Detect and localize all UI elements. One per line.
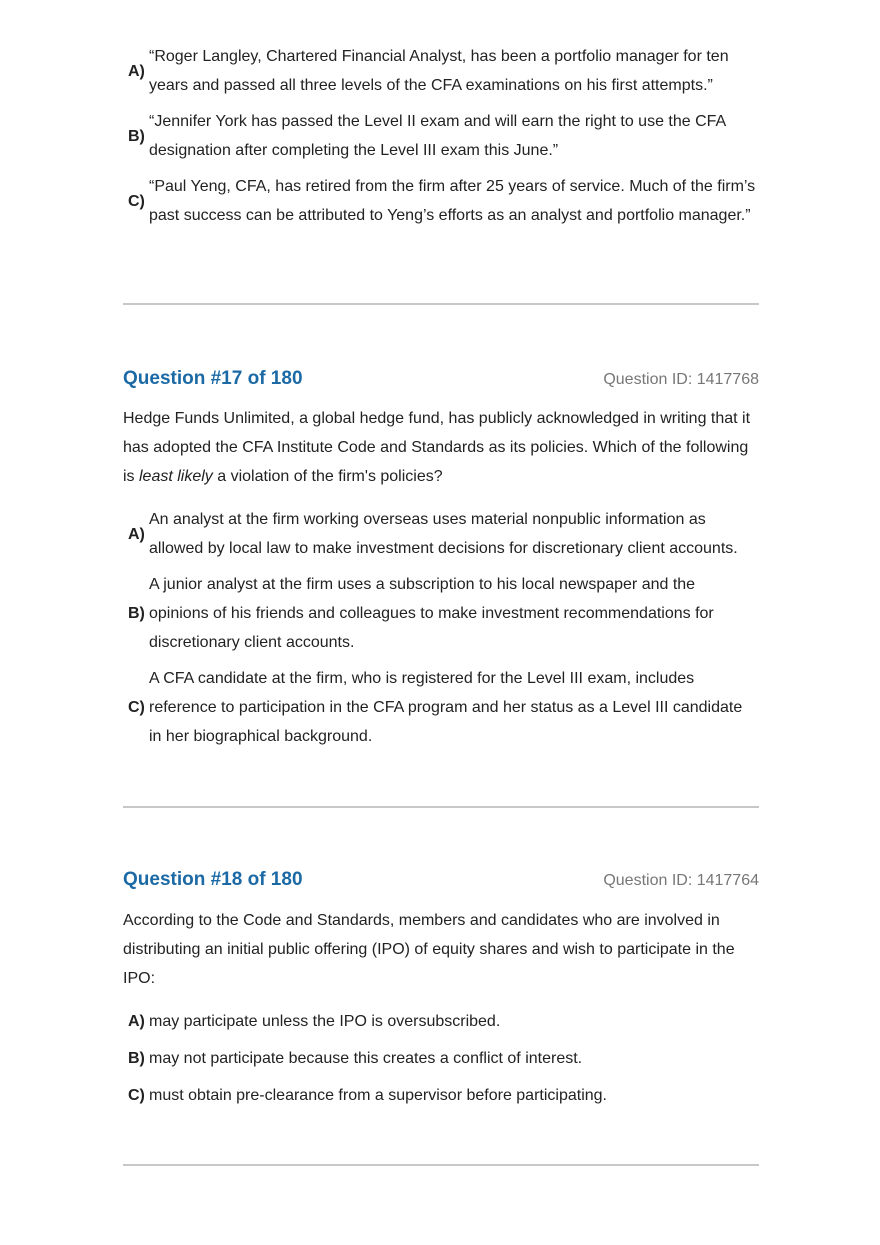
question-title: Question #18 of 180: [123, 869, 303, 890]
option-text: “Roger Langley, Chartered Financial Analyst, has been a portfolio manager for ten years and passed all three levels of the CFA examinations on his first attempts.”: [149, 48, 729, 94]
question-id: Question ID: 1417768: [603, 371, 759, 388]
option-text: may participate unless the IPO is oversubscribed.: [149, 1013, 501, 1030]
question-stem: [123, 404, 759, 491]
option-text: A CFA candidate at the firm, who is registered for the Level III exam, includes reference to participation in the CFA program and her status as a Level III candidate in her biographical background.: [149, 670, 743, 745]
question-18: [123, 869, 759, 1117]
option-letter: B): [128, 1050, 145, 1067]
option-a[interactable]: [123, 505, 759, 563]
option-letter: A): [128, 1013, 145, 1030]
option-text: must obtain pre-clearance from a supervisor before participating.: [149, 1087, 607, 1104]
option-b[interactable]: [123, 1044, 759, 1073]
option-text: may not participate because this creates a conflict of interest.: [149, 1050, 583, 1067]
stem-text: Hedge Funds Unlimited, a global hedge fund, has publicly acknowledged in writing that it has adopted the CFA Institute Code and Standards as its policies. Which of the following is: [123, 410, 751, 485]
option-c[interactable]: [123, 664, 759, 751]
question-title: Question #17 of 180: [123, 368, 303, 389]
prev-option-a[interactable]: [123, 42, 759, 100]
option-letter: C): [128, 1087, 145, 1104]
stem-emphasis: least likely: [139, 468, 213, 485]
option-c[interactable]: [123, 1081, 759, 1110]
question-divider: [123, 1164, 759, 1166]
stem-text: a violation of the firm's policies?: [212, 468, 443, 485]
option-text: “Paul Yeng, CFA, has retired from the firm after 25 years of service. Much of the firm’s past success can be attributed to Yeng’s efforts as an analyst and portfolio manager.”: [149, 178, 756, 224]
prev-question-options: [123, 42, 759, 237]
option-text: “Jennifer York has passed the Level II exam and will earn the right to use the CFA designation after completing the Level III exam this June.”: [149, 113, 726, 159]
option-letter: C): [128, 699, 145, 716]
option-a[interactable]: [123, 1007, 759, 1036]
option-text: An analyst at the firm working overseas uses material nonpublic information as allowed by local law to make investment decisions for discretionary client accounts.: [149, 511, 738, 557]
question-divider: [123, 303, 759, 305]
question-id: Question ID: 1417764: [603, 872, 759, 889]
option-text: A junior analyst at the firm uses a subscription to his local newspaper and the opinions of his friends and colleagues to make investment recommendations for discretionary client accounts.: [149, 576, 714, 651]
option-letter: C): [128, 192, 145, 210]
prev-option-c[interactable]: [123, 172, 759, 230]
option-letter: B): [128, 605, 145, 622]
option-letter: A): [128, 62, 145, 80]
question-header: [123, 368, 759, 390]
option-letter: B): [128, 127, 145, 145]
question-header: [123, 869, 759, 891]
answer-options: [123, 1007, 759, 1110]
prev-option-b[interactable]: [123, 107, 759, 165]
question-divider: [123, 806, 759, 808]
question-17: [123, 368, 759, 758]
option-letter: A): [128, 525, 145, 543]
question-stem: According to the Code and Standards, members and candidates who are involved in distributing an initial public offering (IPO) of equity shares and wish to participate in the IPO:: [123, 912, 735, 987]
answer-options: [123, 505, 759, 751]
option-b[interactable]: [123, 570, 759, 657]
